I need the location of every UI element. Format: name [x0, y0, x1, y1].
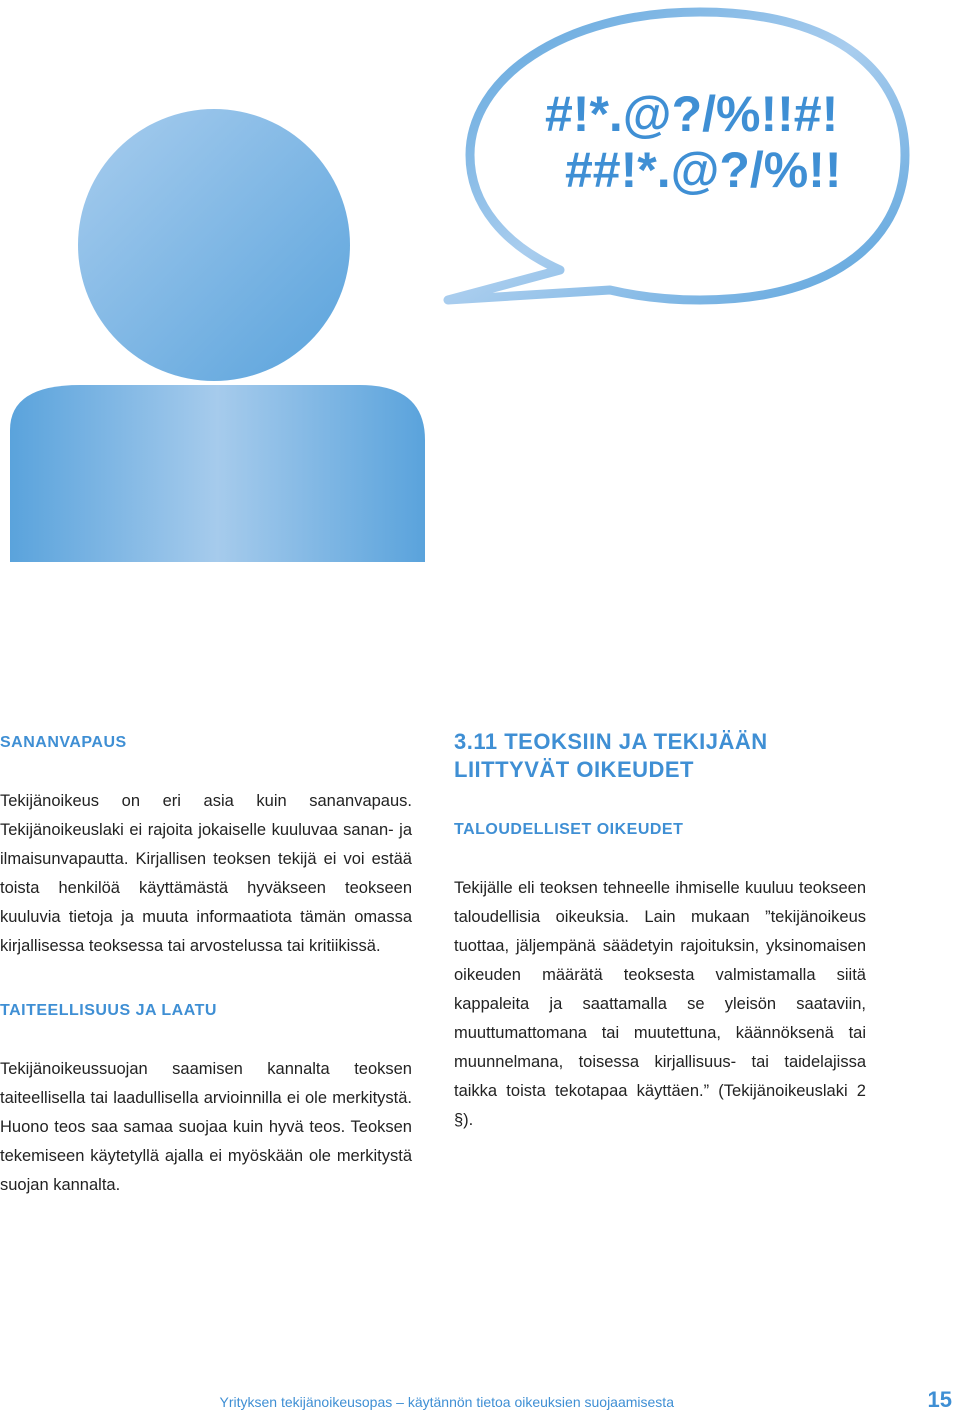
paragraph-taloudelliset: Tekijälle eli teoksen tehneelle ihmiselle kuuluu teokseen taloudellisia oikeuksia. Lain mukaan ”tekijänoikeus tuottaa, jäljempänä säädetyin rajoituksin, yksinomaisen oikeuden määrätä teoksesta valmistamalla siitä kappaleita ja saattamalla se yleisön saataviin, muuttumattomana tai muutettuna, käännöksenä tai muunnelmana, toisessa kirjallisuus- tai taidelajissa taikka toista tekotapaa käyttäen.” (Tekijänoikeuslaki 2 §). [454, 879, 866, 1129]
page-footer [0, 1387, 960, 1414]
footer-text: Yrityksen tekijänoikeusopas – käytännön tietoa oikeuksien suojaamisesta [219, 1394, 674, 1410]
left-column [0, 733, 412, 1200]
person-body-shape [10, 385, 425, 562]
heading-sananvapaus: SANANVAPAUS [0, 734, 127, 751]
bubble-line-1: #!*.@?/%!!#! [545, 86, 839, 142]
speech-bubble-text [545, 86, 845, 198]
paragraph-taiteellisuus: Tekijänoikeussuojan saamisen kannalta teoksen taiteellisella tai laadullisella arvioinnilla ei ole merkitystä. Huono teos saa samaa suojaa kuin hyvä teos. Teoksen tekemiseen käytetyllä ajalla ei myöskään ole merkitystä suojan kannalta. [0, 1060, 412, 1194]
section-title: 3.11 TEOKSIIN JA TEKIJÄÄN LIITTYVÄT OIKEUDET [454, 729, 768, 782]
bubble-line-2: ##!*.@?/%!! [565, 142, 842, 198]
right-column [454, 728, 866, 1135]
paragraph-sananvapaus: Tekijänoikeus on eri asia kuin sananvapaus. Tekijänoikeuslaki ei rajoita jokaiselle kuuluvaa sanan- ja ilmaisunvapautta. Kirjallisen teoksen tekijä ei voi estää toista henkilöä käyttämästä hyväkseen teokseen kuuluvia tietoja ja muuta informaatiota tämän omassa kirjallisessa teoksessa tai arvostelussa tai kritiikissä. [0, 792, 412, 955]
person-head-shape [78, 109, 350, 381]
heading-taiteellisuus: TAITEELLISUUS JA LAATU [0, 1002, 217, 1019]
heading-taloudelliset: TALOUDELLISET OIKEUDET [454, 821, 684, 838]
page-number: 15 [927, 1387, 952, 1412]
